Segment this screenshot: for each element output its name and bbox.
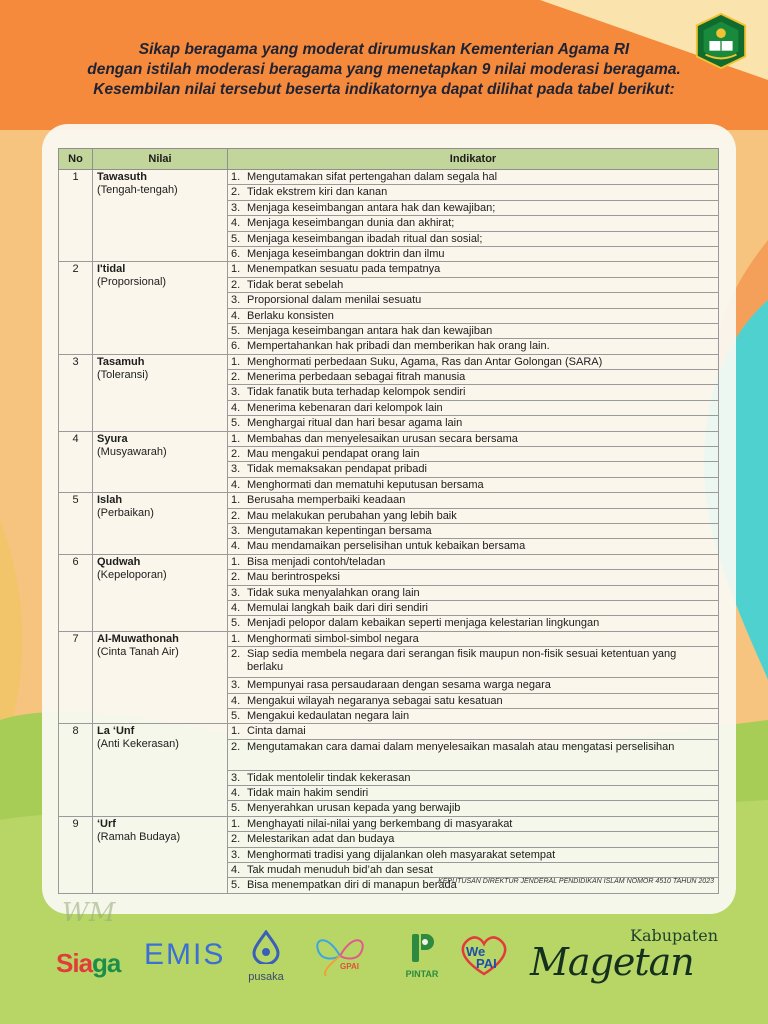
indikator-text: Siap sedia membela negara dari serangan fisik maupun non-fisik sesuai ketentuan yang berlaku (247, 648, 677, 674)
indikator-cell (228, 847, 719, 862)
indikator-cell (228, 431, 719, 446)
gpai-label: GPAI (340, 962, 359, 971)
source-citation: KEPUTUSAN DIREKTUR JENDERAL PENDIDIKAN ISLAM NOMOR 4510 TAHUN 2023 (438, 878, 714, 885)
indikator-text: Mau berintrospeksi (247, 571, 340, 584)
header-text (0, 40, 768, 100)
row-number: 1 (59, 170, 93, 262)
indikator-number: 2. (231, 509, 241, 522)
header-line-1: Sikap beragama yang moderat dirumuskan Kementerian Agama RI (138, 41, 630, 58)
indikator-number: 3. (231, 201, 241, 214)
indikator-cell (228, 323, 719, 338)
nilai-cell (93, 724, 228, 817)
nilai-translation: (Cinta Tanah Air) (97, 645, 179, 658)
nilai-cell (93, 354, 228, 431)
indikator-text: Menjaga keseimbangan ibadah ritual dan sosial; (247, 232, 483, 245)
nilai-translation: (Anti Kekerasan) (97, 738, 179, 751)
nilai-name: Tasamuh (97, 355, 145, 368)
nilai-translation: (Perbaikan) (97, 507, 154, 520)
indikator-cell (228, 739, 719, 770)
table-row (59, 631, 719, 646)
indikator-number: 4. (231, 601, 241, 614)
indikator-number: 5. (231, 802, 241, 815)
indikator-text: Tak mudah menuduh bid’ah dan sesat (247, 864, 433, 877)
table-row (59, 354, 719, 369)
magetan-text: Magetan (530, 940, 694, 984)
magetan-logo (530, 926, 730, 986)
nilai-cell (93, 816, 228, 893)
indikator-number: 1. (231, 725, 241, 738)
indikator-number: 1. (231, 171, 241, 183)
indikator-number: 6. (231, 247, 241, 260)
indikator-number: 2. (231, 371, 241, 384)
row-number: 8 (59, 724, 93, 817)
pusaka-label: pusaka (248, 971, 284, 983)
indikator-cell (228, 631, 719, 646)
indikator-number: 1. (231, 817, 241, 830)
indikator-text: Menghormati dan mematuhi keputusan bersama (247, 478, 484, 491)
indikator-text: Tidak ekstrem kiri dan kanan (247, 186, 388, 199)
indikator-text: Mau mendamaikan perselisihan untuk kebaikan bersama (247, 540, 526, 553)
nilai-translation: (Musyawarah) (97, 445, 167, 458)
indikator-number: 4. (231, 540, 241, 553)
indikator-number: 2. (231, 740, 241, 753)
indikator-text: Menyerahkan urusan kepada yang berwajib (247, 802, 461, 815)
indikator-cell (228, 339, 719, 354)
welove-pai-text: PAI (476, 956, 497, 971)
indikator-number: 4. (231, 787, 241, 800)
indikator-number: 5. (231, 324, 241, 337)
kemenag-logo-icon (692, 12, 750, 70)
row-number: 2 (59, 262, 93, 354)
indikator-number: 3. (231, 848, 241, 861)
siaga-logo (56, 948, 120, 979)
indikator-cell (228, 231, 719, 246)
kabupaten-text: Kabupaten (630, 926, 719, 945)
row-number: 3 (59, 354, 93, 431)
indikator-cell (228, 262, 719, 277)
indikator-cell (228, 308, 719, 323)
row-number: 4 (59, 431, 93, 493)
nilai-cell (93, 554, 228, 631)
indikator-cell (228, 832, 719, 847)
pintar-p-icon (409, 930, 435, 964)
table-row (59, 170, 719, 185)
table-header-row (59, 149, 719, 170)
table-row (59, 431, 719, 446)
indikator-text: Tidak mentolelir tindak kekerasan (247, 771, 411, 784)
indikator-text: Mengakui kedaulatan negara lain (247, 709, 410, 722)
indikator-cell (228, 200, 719, 215)
indikator-text: Mengakui wilayah negaranya sebagai satu kesatuan (247, 694, 503, 707)
indikator-number: 5. (231, 232, 241, 245)
nilai-translation: (Kepeloporan) (97, 568, 167, 581)
pintar-logo (398, 930, 446, 979)
indikator-text: Menerima perbedaan sebagai fitrah manusia (247, 371, 466, 384)
indikator-number: 6. (231, 340, 241, 353)
indikator-text: Menempatkan sesuatu pada tempatnya (247, 263, 441, 276)
indikator-text: Mau melakukan perubahan yang lebih baik (247, 509, 457, 522)
header-nilai: Nilai (93, 149, 228, 170)
indikator-cell (228, 863, 719, 878)
table-row (59, 816, 719, 831)
nilai-name: Tawasuth (97, 171, 147, 183)
indikator-text: Mengutamakan cara damai dalam menyelesaikan masalah atau mengatasi perselisihan (247, 740, 675, 753)
indikator-cell (228, 216, 719, 231)
indikator-text: Membahas dan menyelesaikan urusan secara bersama (247, 432, 518, 445)
nilai-name: Al-Muwathonah (97, 632, 179, 645)
indikator-number: 3. (231, 586, 241, 599)
indikator-number: 3. (231, 294, 241, 307)
indikator-cell (228, 539, 719, 554)
welove-we-text: We (466, 944, 486, 959)
indikator-number: 1. (231, 555, 241, 568)
indikator-number: 5. (231, 709, 241, 722)
indikator-cell (228, 801, 719, 816)
header-line-3: Kesembilan nilai tersebut beserta indikatornya dapat dilihat pada tabel berikut: (93, 81, 675, 98)
indikator-text: Mengutamakan kepentingan bersama (247, 524, 432, 537)
indikator-cell (228, 600, 719, 615)
indikator-text: Menghormati simbol-simbol negara (247, 632, 419, 645)
nilai-name: La ‘Unf (97, 725, 135, 738)
nilai-table (58, 148, 719, 894)
row-number: 7 (59, 631, 93, 724)
nilai-translation: (Toleransi) (97, 368, 149, 381)
indikator-text: Tidak memaksakan pendapat pribadi (247, 463, 427, 476)
indikator-number: 1. (231, 355, 241, 368)
indikator-cell (228, 708, 719, 723)
indikator-cell (228, 277, 719, 292)
nilai-cell (93, 431, 228, 493)
indikator-number: 3. (231, 679, 241, 692)
indikator-number: 4. (231, 694, 241, 707)
indikator-text: Menjaga keseimbangan antara hak dan kewajiban (247, 324, 493, 337)
table-row (59, 262, 719, 277)
indikator-cell (228, 816, 719, 831)
indikator-number: 3. (231, 771, 241, 784)
indikator-number: 4. (231, 864, 241, 877)
nilai-cell (93, 631, 228, 724)
indikator-text: Menghormati perbedaan Suku, Agama, Ras dan Antar Golongan (SARA) (247, 355, 603, 368)
nilai-cell (93, 170, 228, 262)
table-body (59, 170, 719, 894)
indikator-text: Melestarikan adat dan budaya (247, 833, 395, 846)
indikator-text: Menghargai ritual dan hari besar agama lain (247, 417, 463, 430)
pusaka-logo (238, 930, 294, 983)
indikator-text: Bisa menjadi contoh/teladan (247, 555, 386, 568)
indikator-text: Menghormati tradisi yang dijalankan oleh masyarakat setempat (247, 848, 556, 861)
row-number: 6 (59, 554, 93, 631)
logo-strip (0, 920, 768, 1024)
indikator-text: Tidak main hakim sendiri (247, 787, 369, 800)
nilai-cell (93, 493, 228, 555)
indikator-number: 5. (231, 417, 241, 430)
indikator-text: Mempunyai rasa persaudaraan dengan sesama warga negara (247, 679, 551, 692)
heart-icon (456, 934, 512, 978)
indikator-text: Tidak berat sebelah (247, 278, 344, 291)
indikator-cell (228, 570, 719, 585)
indikator-number: 2. (231, 278, 241, 291)
indikator-text: Proporsional dalam menilai sesuatu (247, 294, 422, 307)
nilai-cell (93, 262, 228, 354)
indikator-number: 4. (231, 478, 241, 491)
siaga-logo-part1: Sia (56, 948, 93, 978)
indikator-cell (228, 647, 719, 678)
indikator-number: 2. (231, 571, 241, 584)
emis-logo: EMIS (144, 938, 226, 971)
indikator-number: 1. (231, 632, 241, 645)
indikator-cell (228, 786, 719, 801)
indikator-text: Menjaga keseimbangan antara hak dan kewajiban; (247, 201, 496, 214)
nilai-name: I'tidal (97, 263, 126, 276)
indikator-cell (228, 293, 719, 308)
indikator-cell (228, 246, 719, 261)
nilai-name: Syura (97, 432, 128, 445)
indikator-cell (228, 462, 719, 477)
siaga-logo-part2: ga (92, 948, 121, 978)
indikator-number: 5. (231, 879, 241, 892)
indikator-number: 4. (231, 309, 241, 322)
indikator-number: 3. (231, 524, 241, 537)
header-no: No (59, 149, 93, 170)
gpai-logo (312, 930, 368, 985)
indikator-cell (228, 523, 719, 538)
indikator-text: Tidak fanatik buta terhadap kelompok sendiri (247, 386, 466, 399)
indikator-cell (228, 416, 719, 431)
indikator-text: Menjaga keseimbangan doktrin dan ilmu (247, 247, 445, 260)
nilai-translation: (Proporsional) (97, 276, 167, 289)
indikator-cell (228, 678, 719, 693)
indikator-number: 1. (231, 263, 241, 276)
nilai-translation: (Ramah Budaya) (97, 830, 181, 843)
indikator-number: 3. (231, 463, 241, 476)
welovepai-logo (456, 934, 512, 983)
table-row (59, 493, 719, 508)
nilai-name: Qudwah (97, 555, 141, 568)
indikator-text: Menghayati nilai-nilai yang berkembang di masyarakat (247, 817, 513, 830)
indikator-text: Tidak suka menyalahkan orang lain (247, 586, 420, 599)
indikator-cell (228, 400, 719, 415)
indikator-cell (228, 354, 719, 369)
indikator-cell (228, 508, 719, 523)
indikator-number: 2. (231, 833, 241, 846)
indikator-cell (228, 493, 719, 508)
indikator-number: 3. (231, 386, 241, 399)
indikator-cell (228, 724, 719, 739)
indikator-cell (228, 447, 719, 462)
row-number: 5 (59, 493, 93, 555)
indikator-number: 2. (231, 648, 241, 661)
row-number: 9 (59, 816, 93, 893)
table-row (59, 554, 719, 569)
indikator-number: 5. (231, 617, 241, 630)
indikator-number: 2. (231, 186, 241, 199)
indikator-number: 1. (231, 494, 241, 507)
indikator-number: 2. (231, 448, 241, 461)
indikator-cell (228, 616, 719, 631)
header-indikator: Indikator (228, 149, 719, 170)
table-row (59, 724, 719, 739)
indikator-number: 4. (231, 401, 241, 414)
nilai-translation: (Tengah-tengah) (97, 184, 178, 196)
indikator-text: Berlaku konsisten (247, 309, 334, 322)
indikator-cell (228, 477, 719, 492)
nilai-name: ‘Urf (97, 817, 116, 830)
indikator-number: 4. (231, 217, 241, 230)
indikator-text: Bisa menempatkan diri di manapun berada (247, 879, 457, 892)
indikator-cell (228, 385, 719, 400)
indikator-text: Memulai langkah baik dari diri sendiri (247, 601, 428, 614)
pintar-label: PINTAR (405, 969, 439, 979)
indikator-text: Menerima kebenaran dari kelompok lain (247, 401, 443, 414)
indikator-text: Menjaga keseimbangan dunia dan akhirat; (247, 217, 455, 230)
indikator-text: Mempertahankan hak pribadi dan memberikan hak orang lain. (247, 340, 550, 353)
nilai-name: Islah (97, 494, 123, 507)
indikator-cell (228, 170, 719, 185)
pusaka-drop-icon (251, 930, 281, 964)
signature: WM (62, 898, 116, 928)
indikator-cell (228, 185, 719, 200)
header-line-2: dengan istilah moderasi beragama yang menetapkan 9 nilai moderasi beragama. (87, 61, 681, 78)
indikator-text: Cinta damai (247, 725, 306, 738)
indikator-text: Menjadi pelopor dalam kebaikan seperti menjaga kelestarian lingkungan (247, 617, 600, 630)
indikator-cell (228, 585, 719, 600)
indikator-cell (228, 693, 719, 708)
indikator-number: 1. (231, 432, 241, 445)
indikator-cell (228, 770, 719, 785)
indikator-text: Mengutamakan sifat pertengahan dalam segala hal (247, 171, 498, 183)
indikator-cell (228, 370, 719, 385)
indikator-text: Berusaha memperbaiki keadaan (247, 494, 406, 507)
gpai-butterfly-icon (312, 930, 368, 980)
indikator-text: Mau mengakui pendapat orang lain (247, 448, 420, 461)
indikator-cell (228, 554, 719, 569)
